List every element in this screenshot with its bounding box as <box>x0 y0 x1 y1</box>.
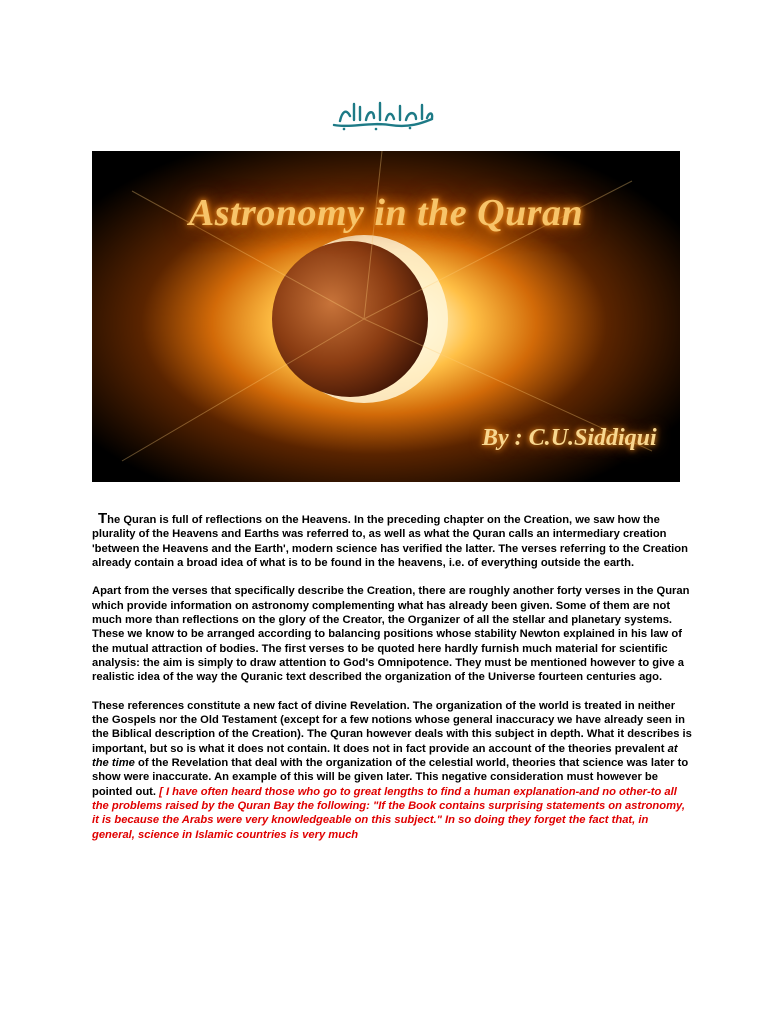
paragraph-3 <box>92 699 692 842</box>
hero-title: Astronomy in the Quran <box>188 192 584 234</box>
paragraph-1 <box>92 512 692 570</box>
hero-byline: By : C.U.Siddiqui <box>482 425 657 451</box>
bismillah-calligraphy <box>330 98 436 132</box>
paragraph-3-text-before: These references constitute a new fact of divine Revelation. The organization of the world is treated in neither the Gospels nor the Old Testament (except for a few notions whose general inaccuracy we have already seen in the Biblical description of the Creation). The Quran however deals with this subject in depth. What it describes is important, but so is what it does not contain. It does not in fact provide an account of the theories prevalent <box>92 699 692 755</box>
paragraph-3-italic: at the time <box>92 742 678 770</box>
quoted-footnote: [ I have often heard those who go to great lengths to find a human explanation-and no other-to all the problems raised by the Quran Bay the following: "If the Book contains surprising statements on astronomy, it is because the Arabs were very knowledgeable on this subject." In so doing they forget the fact that, in general, science in Islamic countries is very much <box>92 785 685 841</box>
paragraph-3-text-after: of the Revelation that deal with the organization of the celestial world, theories that science was later to show were inaccurate. An example of this will be given later. This negative consideration must however be pointed out. <box>92 757 689 798</box>
paragraph-2: Apart from the verses that specifically describe the Creation, there are roughly another forty verses in the Quran which provide information on astronomy complementing what has already been given. Some of them are not much more than reflections on the glory of the Creator, the Organizer of all the stellar and planetary systems. These we know to be arranged according to balancing positions whose stability Newton explained in his law of the mutual attraction of bodies. The first verses to be quoted here hardly furnish much material for scientific analysis: the aim is simply to draw attention to God's Omnipotence. They must be mentioned however to give a realistic idea of the way the Quranic text described the organization of the Universe fourteen centuries ago. <box>92 585 690 684</box>
paragraph-1-text: he Quran is full of reflections on the Heavens. In the preceding chapter on the Creation, we saw how the plurality of the Heavens and Earths was referred to, as well as what the Quran calls an intermediary creation 'between the Heavens and the Earth', modern science has verified the latter. The verses referring to the Creation already contain a broad idea of what is to be found in the heavens, i.e. of everything outside the earth. <box>92 514 688 569</box>
calligraphy-icon <box>330 98 436 132</box>
drop-cap: T <box>98 510 108 527</box>
hero-image <box>92 151 680 482</box>
article-body <box>92 512 692 856</box>
